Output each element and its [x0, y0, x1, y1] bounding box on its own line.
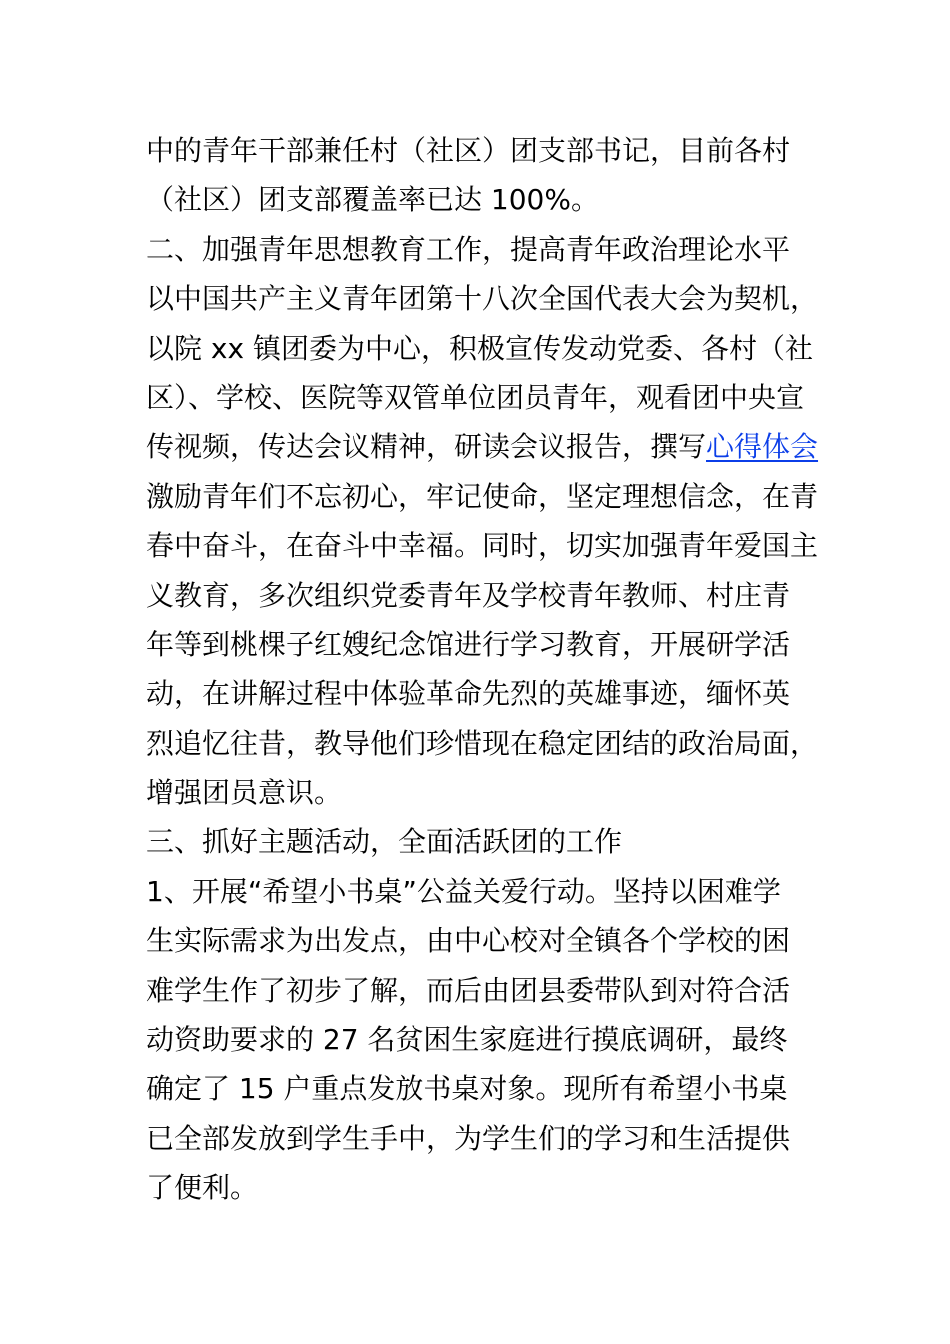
text-line — [146, 1163, 846, 1212]
text-line — [146, 768, 846, 817]
text-line — [146, 669, 846, 718]
text-line — [146, 817, 846, 866]
text-line — [146, 373, 846, 422]
text-line — [146, 867, 846, 916]
text-segment: 年等到桃棵子红嫂纪念馆进行学习教育，开展研学活 — [146, 627, 791, 661]
text-segment: 以院 xx 镇团委为中心，积极宣传发动党委、各村（社 — [146, 331, 813, 365]
text-line — [146, 916, 846, 965]
text-segment: 确定了 15 户重点发放书桌对象。现所有希望小书桌 — [146, 1072, 788, 1106]
text-line — [146, 126, 846, 175]
text-segment: 1、开展“希望小书桌”公益关爱行动。坚持以困难学 — [146, 874, 781, 908]
text-segment: 春中奋斗，在奋斗中幸福。同时，切实加强青年爱国主 — [146, 529, 819, 563]
text-segment: 中的青年干部兼任村（社区）团支部书记，目前各村 — [146, 134, 791, 167]
text-segment: 以中国共产主义青年团第十八次全国代表大会为契机， — [146, 282, 819, 316]
text-line — [146, 1114, 846, 1163]
document-body — [146, 126, 846, 1213]
text-line — [146, 175, 846, 224]
text-segment: 激励青年们不忘初心，牢记使命，坚定理想信念，在青 — [146, 479, 819, 513]
text-segment: 了便利。 — [146, 1171, 259, 1205]
text-line — [146, 324, 846, 373]
text-segment: 义教育，多次组织党委青年及学校青年教师、村庄青 — [146, 578, 791, 612]
text-line — [146, 274, 846, 323]
text-line — [146, 620, 846, 669]
text-line — [146, 225, 846, 274]
text-segment: 区）、学校、医院等双管单位团员青年，观看团中央宣 — [146, 380, 805, 414]
text-segment: 难学生作了初步了解，而后由团县委带队到对符合活 — [146, 973, 791, 1007]
text-segment: 三、抓好主题活动，全面活跃团的工作 — [146, 825, 623, 859]
text-segment: 已全部发放到学生手中，为学生们的学习和生活提供 — [146, 1121, 791, 1155]
text-line — [146, 1015, 846, 1064]
text-line — [146, 1064, 846, 1113]
text-segment: 烈追忆往昔，教导他们珍惜现在稳定团结的政治局面， — [146, 726, 819, 760]
text-segment: 动资助要求的 27 名贫困生家庭进行摸底调研，最终 — [146, 1023, 788, 1057]
text-line — [146, 966, 846, 1015]
text-segment: 传视频，传达会议精神，研读会议报告，撰写 — [146, 430, 707, 464]
text-line — [146, 571, 846, 620]
text-line — [146, 472, 846, 521]
link-xinde-tihui[interactable]: 心得体会 — [706, 430, 819, 464]
text-segment: （社区）团支部覆盖率已达 100%。 — [146, 183, 599, 217]
text-segment: 动，在讲解过程中体验革命先烈的英雄事迹，缅怀英 — [146, 677, 791, 711]
text-segment: 生实际需求为出发点，由中心校对全镇各个学校的困 — [146, 924, 791, 958]
text-segment: 二、加强青年思想教育工作，提高青年政治理论水平 — [146, 232, 791, 266]
text-line — [146, 422, 846, 471]
text-segment: 增强团员意识。 — [146, 776, 343, 810]
text-line — [146, 719, 846, 768]
text-line — [146, 521, 846, 570]
